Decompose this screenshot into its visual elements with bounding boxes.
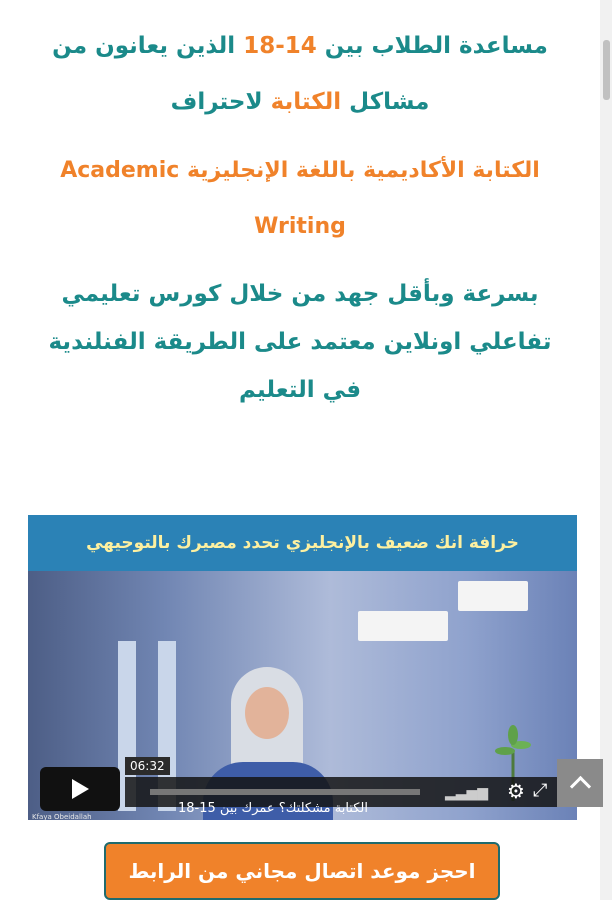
video-subtitle: الكتابة مشكلتك؟ عمرك بين 15-18 (178, 801, 368, 816)
volume-icon[interactable]: ▂▃▅▆ (445, 785, 489, 801)
description (10, 270, 590, 414)
headline (10, 18, 590, 130)
headline-line-1: مساعدة الطلاب بين 14-18 الذين يعانون من (52, 33, 548, 59)
lamp-decor (458, 581, 528, 611)
progress-bar[interactable] (150, 789, 420, 795)
video-credit: Kfaya Obeidallah (32, 813, 92, 820)
description-line-3: في التعليم (238, 377, 362, 403)
age-range: 14-18 (243, 33, 317, 59)
subheadline-line-2: Writing (254, 214, 346, 239)
play-button[interactable] (40, 767, 120, 811)
headline-line-2: مشاكل الكتابة لاحتراف (170, 89, 430, 115)
book-call-button[interactable]: احجز موعد اتصال مجاني من الرابط (104, 842, 500, 900)
fullscreen-icon[interactable]: ⤢ (533, 780, 548, 801)
subheadline-line-1: الكتابة الأكاديمية باللغة الإنجليزية Academic (60, 158, 540, 183)
duration-badge: 06:32 (125, 757, 170, 775)
play-icon (72, 779, 89, 799)
scrollbar-thumb[interactable] (603, 40, 610, 100)
video-player[interactable] (28, 515, 577, 820)
chevron-up-icon (569, 775, 590, 796)
description-line-1: بسرعة وبأقل جهد من خلال كورس تعليمي (61, 281, 539, 307)
gear-icon[interactable]: ⚙ (507, 779, 525, 803)
scroll-to-top-button[interactable] (557, 759, 603, 807)
subheadline (10, 143, 590, 255)
video-banner: خرافة انك ضعيف بالإنجليزي تحدد مصيرك بالتوجيهي (28, 515, 577, 571)
lamp-decor (358, 611, 448, 641)
description-line-2: تفاعلي اونلاين معتمد على الطريقة الفنلندية (48, 329, 552, 355)
